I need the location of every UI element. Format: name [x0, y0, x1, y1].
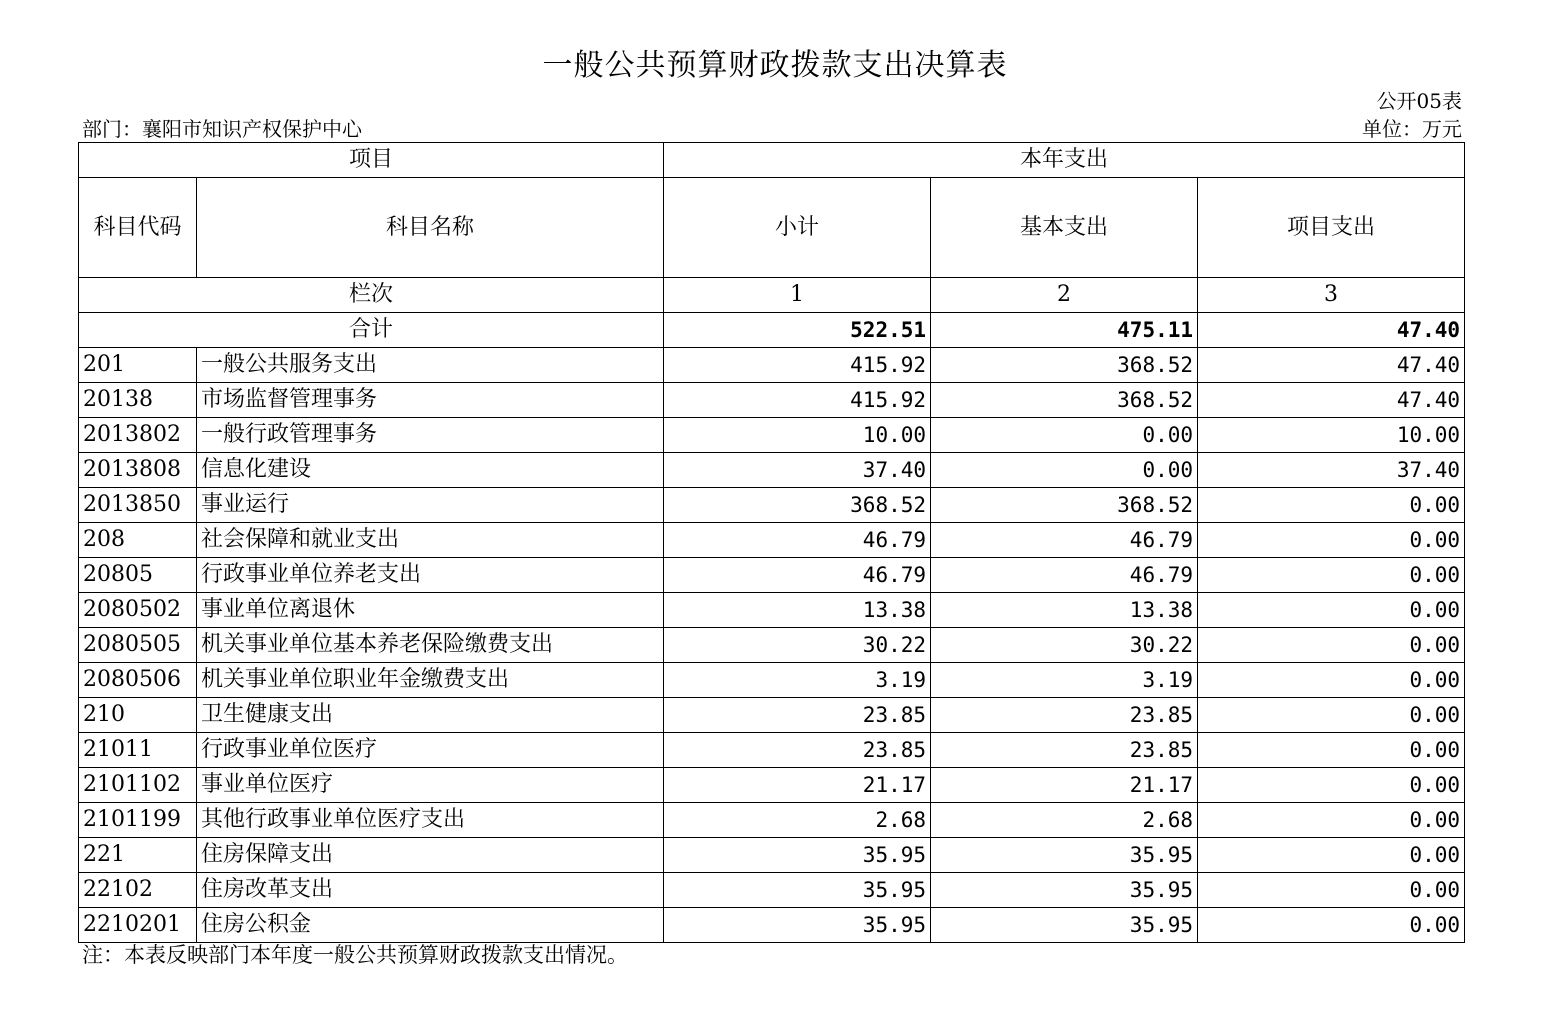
row-basic: 3.19: [931, 663, 1198, 698]
row-basic: 46.79: [931, 558, 1198, 593]
row-name: 住房公积金: [197, 908, 664, 943]
row-project: 0.00: [1198, 488, 1465, 523]
table-row: [79, 803, 1465, 838]
header-code: 科目代码: [79, 178, 197, 278]
row-code: 2101199: [79, 803, 197, 838]
expenditure-table: [78, 142, 1465, 943]
row-name: 事业单位医疗: [197, 768, 664, 803]
row-project: 0.00: [1198, 838, 1465, 873]
table-row: [79, 558, 1465, 593]
row-name: 事业单位离退休: [197, 593, 664, 628]
table-row: [79, 908, 1465, 943]
header-name: 科目名称: [197, 178, 664, 278]
row-project: 0.00: [1198, 558, 1465, 593]
row-basic: 35.95: [931, 838, 1198, 873]
row-code: 2210201: [79, 908, 197, 943]
unit-label: 单位：万元: [1362, 117, 1462, 141]
row-subtotal: 37.40: [664, 453, 931, 488]
table-note: 注：本表反映部门本年度一般公共预算财政拨款支出情况。: [82, 943, 628, 967]
row-code: 208: [79, 523, 197, 558]
table-row: [79, 453, 1465, 488]
row-code: 2080505: [79, 628, 197, 663]
row-code: 21011: [79, 733, 197, 768]
row-project: 0.00: [1198, 768, 1465, 803]
row-basic: 23.85: [931, 698, 1198, 733]
row-name: 信息化建设: [197, 453, 664, 488]
row-project: 0.00: [1198, 523, 1465, 558]
row-subtotal: 3.19: [664, 663, 931, 698]
row-basic: 368.52: [931, 488, 1198, 523]
row-subtotal: 23.85: [664, 733, 931, 768]
row-project: 0.00: [1198, 803, 1465, 838]
row-project: 0.00: [1198, 873, 1465, 908]
row-name: 市场监督管理事务: [197, 383, 664, 418]
header-row-1: [79, 143, 1465, 178]
table-row: [79, 348, 1465, 383]
row-name: 一般行政管理事务: [197, 418, 664, 453]
column-number-2: 2: [931, 278, 1198, 313]
table-row: [79, 698, 1465, 733]
total-basic: 475.11: [931, 313, 1198, 348]
row-name: 行政事业单位医疗: [197, 733, 664, 768]
row-basic: 368.52: [931, 383, 1198, 418]
row-name: 机关事业单位基本养老保险缴费支出: [197, 628, 664, 663]
row-basic: 46.79: [931, 523, 1198, 558]
row-subtotal: 13.38: [664, 593, 931, 628]
row-code: 20805: [79, 558, 197, 593]
row-subtotal: 35.95: [664, 908, 931, 943]
row-project: 37.40: [1198, 453, 1465, 488]
row-subtotal: 10.00: [664, 418, 931, 453]
row-basic: 368.52: [931, 348, 1198, 383]
row-project: 47.40: [1198, 348, 1465, 383]
row-basic: 35.95: [931, 873, 1198, 908]
row-project: 0.00: [1198, 698, 1465, 733]
row-project: 0.00: [1198, 733, 1465, 768]
row-subtotal: 46.79: [664, 558, 931, 593]
column-number-row: [79, 278, 1465, 313]
row-subtotal: 35.95: [664, 873, 931, 908]
row-name: 行政事业单位养老支出: [197, 558, 664, 593]
row-subtotal: 2.68: [664, 803, 931, 838]
row-project: 0.00: [1198, 628, 1465, 663]
table-row: [79, 418, 1465, 453]
row-name: 其他行政事业单位医疗支出: [197, 803, 664, 838]
row-basic: 21.17: [931, 768, 1198, 803]
row-subtotal: 30.22: [664, 628, 931, 663]
row-basic: 23.85: [931, 733, 1198, 768]
column-number-label: 栏次: [79, 278, 664, 313]
row-project: 47.40: [1198, 383, 1465, 418]
table-row: [79, 593, 1465, 628]
table-row: [79, 628, 1465, 663]
table-row: [79, 663, 1465, 698]
total-project: 47.40: [1198, 313, 1465, 348]
header-subtotal: 小计: [664, 178, 931, 278]
row-code: 201: [79, 348, 197, 383]
row-basic: 30.22: [931, 628, 1198, 663]
row-code: 2013850: [79, 488, 197, 523]
row-code: 2101102: [79, 768, 197, 803]
table-row: [79, 488, 1465, 523]
header-project: 项目: [79, 143, 664, 178]
row-subtotal: 35.95: [664, 838, 931, 873]
header-basic: 基本支出: [931, 178, 1198, 278]
row-subtotal: 415.92: [664, 348, 931, 383]
row-code: 2013808: [79, 453, 197, 488]
row-code: 2080506: [79, 663, 197, 698]
row-name: 住房改革支出: [197, 873, 664, 908]
row-name: 机关事业单位职业年金缴费支出: [197, 663, 664, 698]
row-basic: 0.00: [931, 418, 1198, 453]
department-label: 部门：襄阳市知识产权保护中心: [82, 117, 362, 141]
row-name: 社会保障和就业支出: [197, 523, 664, 558]
row-project: 0.00: [1198, 593, 1465, 628]
table-row: [79, 768, 1465, 803]
row-code: 221: [79, 838, 197, 873]
form-number: 公开05表: [1376, 89, 1462, 113]
row-subtotal: 21.17: [664, 768, 931, 803]
table-row: [79, 838, 1465, 873]
row-subtotal: 368.52: [664, 488, 931, 523]
row-project: 0.00: [1198, 663, 1465, 698]
table-row: [79, 523, 1465, 558]
page-title: 一般公共预算财政拨款支出决算表: [542, 48, 1008, 83]
row-name: 卫生健康支出: [197, 698, 664, 733]
row-subtotal: 23.85: [664, 698, 931, 733]
header-current-year: 本年支出: [664, 143, 1465, 178]
row-basic: 13.38: [931, 593, 1198, 628]
row-code: 2013802: [79, 418, 197, 453]
row-basic: 35.95: [931, 908, 1198, 943]
row-code: 2080502: [79, 593, 197, 628]
column-number-3: 3: [1198, 278, 1465, 313]
row-basic: 2.68: [931, 803, 1198, 838]
row-name: 住房保障支出: [197, 838, 664, 873]
row-project: 10.00: [1198, 418, 1465, 453]
row-basic: 0.00: [931, 453, 1198, 488]
column-number-1: 1: [664, 278, 931, 313]
row-subtotal: 46.79: [664, 523, 931, 558]
row-code: 210: [79, 698, 197, 733]
row-name: 事业运行: [197, 488, 664, 523]
total-subtotal: 522.51: [664, 313, 931, 348]
table-row: [79, 383, 1465, 418]
row-subtotal: 415.92: [664, 383, 931, 418]
header-project-exp: 项目支出: [1198, 178, 1465, 278]
total-row: [79, 313, 1465, 348]
row-code: 20138: [79, 383, 197, 418]
table-row: [79, 873, 1465, 908]
table-row: [79, 733, 1465, 768]
row-code: 22102: [79, 873, 197, 908]
header-row-2: [79, 178, 1465, 278]
total-label: 合计: [79, 313, 664, 348]
row-project: 0.00: [1198, 908, 1465, 943]
row-name: 一般公共服务支出: [197, 348, 664, 383]
